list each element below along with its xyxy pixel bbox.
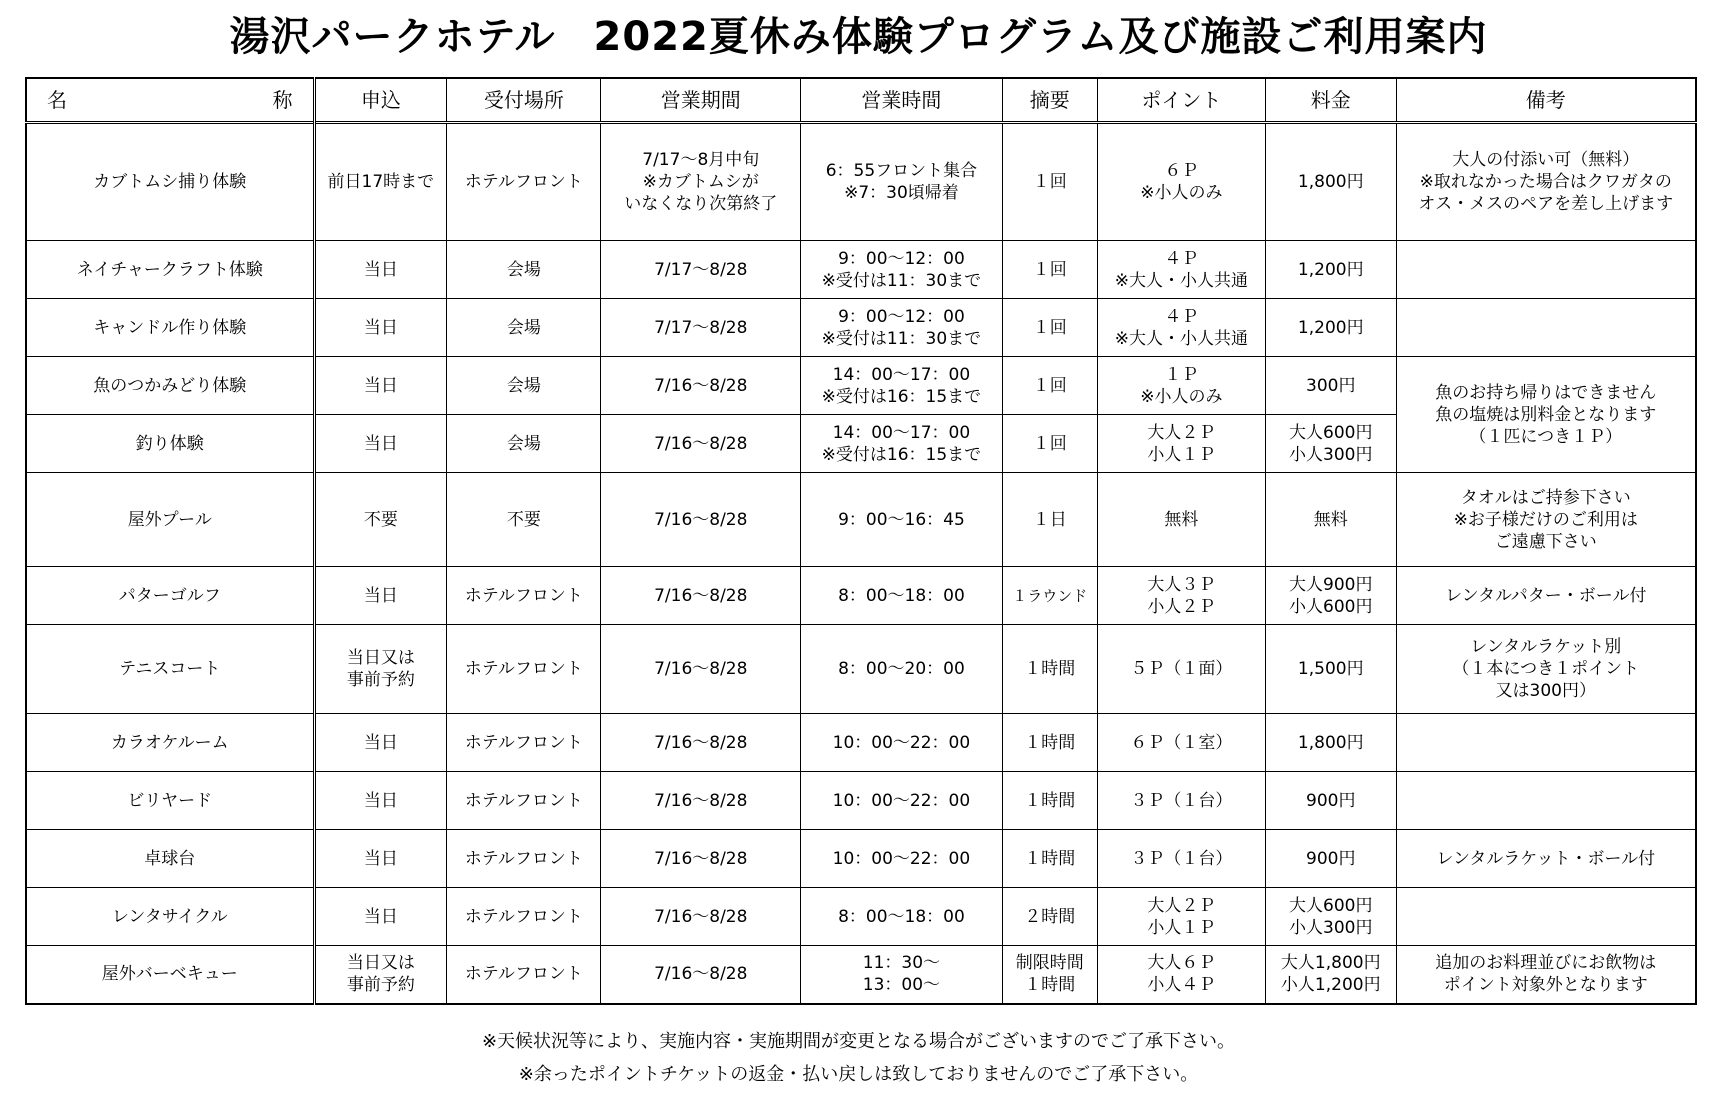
- cell-period: 7/17～8/28: [601, 299, 801, 357]
- cell-remarks: レンタルラケット別 （１本につき１ポイント 又は300円）: [1396, 625, 1696, 714]
- cell-summary: ２時間: [1002, 888, 1097, 946]
- table-header-row: [26, 78, 1696, 123]
- cell-summary: １回: [1002, 299, 1097, 357]
- cell-period: 7/16～8/28: [601, 473, 801, 567]
- cell-summary: １時間: [1002, 830, 1097, 888]
- cell-summary: １回: [1002, 357, 1097, 415]
- cell-reception: ホテルフロント: [447, 714, 601, 772]
- cell-reception: 会場: [447, 415, 601, 473]
- table-row: [26, 625, 1696, 714]
- cell-points: 大人２Ｐ 小人１Ｐ: [1097, 888, 1265, 946]
- cell-remarks: レンタルパター・ボール付: [1396, 567, 1696, 625]
- cell-name: 魚のつかみどり体験: [26, 357, 314, 415]
- table-row: [26, 567, 1696, 625]
- cell-summary: １ラウンド: [1002, 567, 1097, 625]
- cell-fee: 大人1,800円 小人1,200円: [1266, 946, 1397, 1004]
- cell-remarks: 大人の付添い可（無料） ※取れなかった場合はクワガタの オス・メスのペアを差し上げます: [1396, 123, 1696, 241]
- table-row: [26, 946, 1696, 1004]
- hotel-name: 湯沢パークホテル: [229, 14, 556, 60]
- cell-reception: ホテルフロント: [447, 888, 601, 946]
- cell-hours: 6：55フロント集合 ※7：30頃帰着: [801, 123, 1003, 241]
- header-fee: 料金: [1266, 78, 1397, 123]
- table-row: [26, 123, 1696, 241]
- cell-hours: 14：00～17：00 ※受付は16：15まで: [801, 357, 1003, 415]
- cell-hours: 8：00～18：00: [801, 567, 1003, 625]
- cell-summary: １回: [1002, 123, 1097, 241]
- cell-fee: 無料: [1266, 473, 1397, 567]
- cell-name: レンタサイクル: [26, 888, 314, 946]
- cell-name: カブトムシ捕り体験: [26, 123, 314, 241]
- cell-fee: 300円: [1266, 357, 1397, 415]
- cell-reception: ホテルフロント: [447, 772, 601, 830]
- cell-hours: 9：00～12：00 ※受付は11：30まで: [801, 241, 1003, 299]
- page-title: [0, 4, 1717, 70]
- table-row: [26, 357, 1696, 415]
- cell-points: ６Ｐ ※小人のみ: [1097, 123, 1265, 241]
- cell-period: 7/16～8/28: [601, 830, 801, 888]
- header-name: 名 称: [26, 78, 314, 123]
- cell-apply: 当日: [314, 888, 447, 946]
- cell-name: 釣り体験: [26, 415, 314, 473]
- cell-apply: 当日: [314, 830, 447, 888]
- cell-remarks: [1396, 299, 1696, 357]
- cell-fee: 1,200円: [1266, 241, 1397, 299]
- header-hours: 営業時間: [801, 78, 1003, 123]
- cell-hours: 9：00～16：45: [801, 473, 1003, 567]
- cell-hours: 8：00～18：00: [801, 888, 1003, 946]
- cell-reception: 会場: [447, 241, 601, 299]
- cell-reception: 会場: [447, 299, 601, 357]
- cell-name: ネイチャークラフト体験: [26, 241, 314, 299]
- cell-apply: 当日: [314, 357, 447, 415]
- table-row: [26, 241, 1696, 299]
- cell-period: 7/17～8/28: [601, 241, 801, 299]
- cell-points: ６Ｐ（１室）: [1097, 714, 1265, 772]
- cell-name: テニスコート: [26, 625, 314, 714]
- cell-points: 無料: [1097, 473, 1265, 567]
- cell-name: パターゴルフ: [26, 567, 314, 625]
- cell-points: ３Ｐ（１台）: [1097, 830, 1265, 888]
- cell-reception: ホテルフロント: [447, 567, 601, 625]
- cell-points: 大人６Ｐ 小人４Ｐ: [1097, 946, 1265, 1004]
- cell-hours: 8：00～20：00: [801, 625, 1003, 714]
- header-apply: 申込: [314, 78, 447, 123]
- cell-name: キャンドル作り体験: [26, 299, 314, 357]
- cell-points: ５Ｐ（１面）: [1097, 625, 1265, 714]
- cell-points: ３Ｐ（１台）: [1097, 772, 1265, 830]
- cell-hours: 10：00～22：00: [801, 830, 1003, 888]
- cell-fee: 大人600円 小人300円: [1266, 888, 1397, 946]
- cell-apply: 当日: [314, 772, 447, 830]
- cell-summary: １回: [1002, 415, 1097, 473]
- cell-apply: 不要: [314, 473, 447, 567]
- cell-remarks: 魚のお持ち帰りはできません 魚の塩焼は別料金となります （１匹につき１Ｐ）: [1396, 357, 1696, 473]
- cell-fee: 1,500円: [1266, 625, 1397, 714]
- cell-remarks: [1396, 772, 1696, 830]
- cell-name: 卓球台: [26, 830, 314, 888]
- table-row: [26, 888, 1696, 946]
- cell-hours: 10：00～22：00: [801, 714, 1003, 772]
- cell-apply: 当日又は 事前予約: [314, 946, 447, 1004]
- cell-apply: 当日: [314, 714, 447, 772]
- cell-summary: １日: [1002, 473, 1097, 567]
- cell-period: 7/16～8/28: [601, 946, 801, 1004]
- table-row: [26, 772, 1696, 830]
- cell-fee: 1,800円: [1266, 714, 1397, 772]
- cell-summary: １時間: [1002, 625, 1097, 714]
- cell-period: 7/16～8/28: [601, 625, 801, 714]
- cell-reception: ホテルフロント: [447, 123, 601, 241]
- cell-name: 屋外プール: [26, 473, 314, 567]
- cell-hours: 11：30～ 13：00～: [801, 946, 1003, 1004]
- footnote-refund: ※余ったポイントチケットの返金・払い戻しは致しておりませんのでご了承下さい。: [518, 1064, 1199, 1085]
- table-row: [26, 714, 1696, 772]
- cell-hours: 10：00～22：00: [801, 772, 1003, 830]
- cell-period: 7/16～8/28: [601, 567, 801, 625]
- cell-remarks: [1396, 714, 1696, 772]
- cell-points: １Ｐ ※小人のみ: [1097, 357, 1265, 415]
- cell-period: 7/16～8/28: [601, 415, 801, 473]
- cell-hours: 14：00～17：00 ※受付は16：15まで: [801, 415, 1003, 473]
- cell-name: 屋外バーベキュー: [26, 946, 314, 1004]
- cell-period: 7/16～8/28: [601, 888, 801, 946]
- header-points: ポイント: [1097, 78, 1265, 123]
- cell-apply: 当日: [314, 415, 447, 473]
- cell-remarks: [1396, 888, 1696, 946]
- cell-name: カラオケルーム: [26, 714, 314, 772]
- header-reception: 受付場所: [447, 78, 601, 123]
- cell-summary: １時間: [1002, 772, 1097, 830]
- cell-fee: 大人900円 小人600円: [1266, 567, 1397, 625]
- cell-apply: 前日17時まで: [314, 123, 447, 241]
- cell-remarks: タオルはご持参下さい ※お子様だけのご利用は ご遠慮下さい: [1396, 473, 1696, 567]
- cell-period: 7/16～8/28: [601, 714, 801, 772]
- cell-hours: 9：00～12：00 ※受付は11：30まで: [801, 299, 1003, 357]
- cell-period: 7/16～8/28: [601, 357, 801, 415]
- cell-fee: 1,200円: [1266, 299, 1397, 357]
- program-table: [25, 77, 1697, 1005]
- cell-reception: 会場: [447, 357, 601, 415]
- cell-points: 大人３Ｐ 小人２Ｐ: [1097, 567, 1265, 625]
- cell-apply: 当日: [314, 241, 447, 299]
- cell-fee: 大人600円 小人300円: [1266, 415, 1397, 473]
- header-period: 営業期間: [601, 78, 801, 123]
- cell-summary: １時間: [1002, 714, 1097, 772]
- cell-period: 7/16～8/28: [601, 772, 801, 830]
- cell-remarks: [1396, 241, 1696, 299]
- header-remarks: 備考: [1396, 78, 1696, 123]
- cell-points: ４Ｐ ※大人・小人共通: [1097, 299, 1265, 357]
- program-title: 2022夏休み体験プログラム及び施設ご利用案内: [593, 14, 1488, 60]
- table-row: [26, 830, 1696, 888]
- cell-period: 7/17～8月中旬 ※カブトムシが いなくなり次第終了: [601, 123, 801, 241]
- cell-remarks: 追加のお料理並びにお飲物は ポイント対象外となります: [1396, 946, 1696, 1004]
- cell-summary: 制限時間 １時間: [1002, 946, 1097, 1004]
- cell-fee: 900円: [1266, 772, 1397, 830]
- cell-apply: 当日: [314, 567, 447, 625]
- cell-points: 大人２Ｐ 小人１Ｐ: [1097, 415, 1265, 473]
- cell-fee: 1,800円: [1266, 123, 1397, 241]
- table-row: [26, 473, 1696, 567]
- cell-fee: 900円: [1266, 830, 1397, 888]
- cell-apply: 当日: [314, 299, 447, 357]
- cell-reception: ホテルフロント: [447, 830, 601, 888]
- cell-remarks: レンタルラケット・ボール付: [1396, 830, 1696, 888]
- cell-apply: 当日又は 事前予約: [314, 625, 447, 714]
- table-row: [26, 299, 1696, 357]
- cell-reception: ホテルフロント: [447, 946, 601, 1004]
- cell-reception: 不要: [447, 473, 601, 567]
- cell-reception: ホテルフロント: [447, 625, 601, 714]
- cell-points: ４Ｐ ※大人・小人共通: [1097, 241, 1265, 299]
- cell-name: ビリヤード: [26, 772, 314, 830]
- footnote-weather: ※天候状況等により、実施内容・実施期間が変更となる場合がございますのでご了承下さい。: [481, 1031, 1236, 1052]
- cell-summary: １回: [1002, 241, 1097, 299]
- header-summary: 摘要: [1002, 78, 1097, 123]
